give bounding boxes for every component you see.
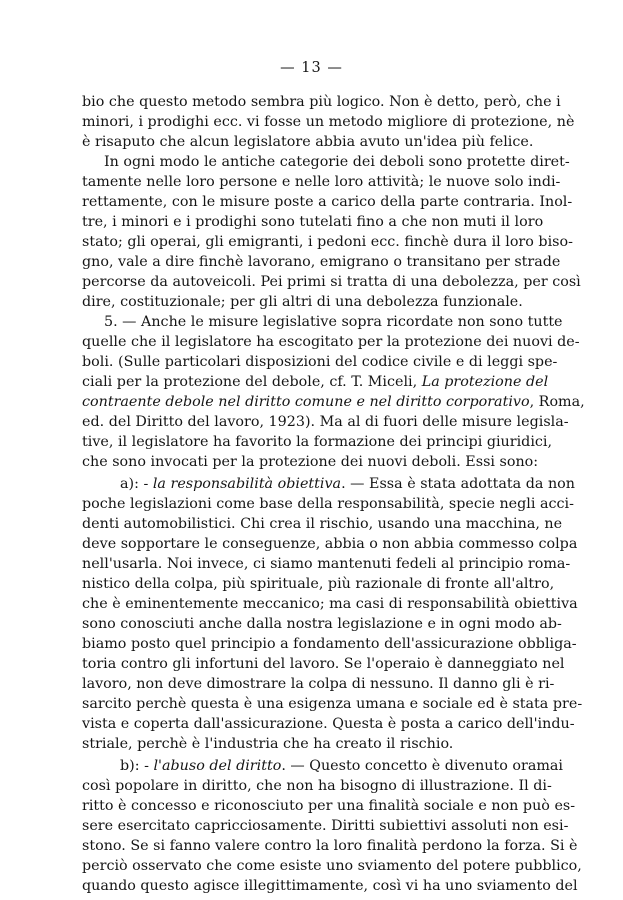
text-line: vista e coperta dall'assicurazione. Questa è posta a carico dell'indu- [82, 716, 575, 732]
text-span: ciali per la protezione del debole, cf. T. Miceli, [82, 374, 422, 390]
list-marker: b): - [120, 758, 154, 774]
text-line: ed. del Diritto del lavoro, 1923). Ma al di fuori delle misure legisla- [82, 414, 569, 430]
text-line: denti automobilistici. Chi crea il rischio, usando una macchina, ne [82, 516, 563, 532]
text-line: quelle che il legislatore ha escogitato per la protezione dei nuovi de- [82, 334, 580, 350]
text-line: sarcito perchè questa è una esigenza umana e sociale ed è stata pre- [82, 696, 583, 712]
text-line: minori, i prodighi ecc. vi fosse un metodo migliore di protezione, nè [82, 114, 575, 130]
text-line: così popolare in diritto, che non ha bisogno di illustrazione. Il di- [82, 778, 552, 794]
text-line: nell'usarla. Noi invece, ci siamo mantenuti fedeli al principio roma- [82, 556, 571, 572]
list-marker: a): - [120, 476, 153, 492]
text-line: quando questo agisce illegittimamente, così vi ha uno sviamento del [82, 878, 578, 894]
text-line: sono conosciuti anche dalla nostra legislazione e in ogni modo ab- [82, 616, 562, 632]
text-line: stono. Se si fanno valere contro la loro finalità perdono la forza. Si è [82, 838, 578, 854]
text-line: 5. — Anche le misure legislative sopra ricordate non sono tutte [104, 314, 563, 330]
text-span: . — Essa è stata adottata da non [341, 476, 575, 492]
text-line: boli. (Sulle particolari disposizioni del codice civile e di leggi spe- [82, 354, 558, 370]
text-line: tre, i minori e i prodighi sono tutelati fino a che non muti il loro [82, 214, 544, 230]
text-line: ritto è concesso e riconosciuto per una finalità sociale e non può es- [82, 798, 576, 814]
text-line: nistico della colpa, più spirituale, più razionale di fronte all'altro, [82, 576, 555, 592]
text-line: perciò osservato che come esiste uno sviamento del potere pubblico, [82, 858, 582, 874]
text-line: tamente nelle loro persone e nelle loro attività; le nuove solo indi- [82, 174, 561, 190]
text-line: che è eminentemente meccanico; ma casi di responsabilità obiettiva [82, 596, 578, 612]
text-line: deve sopportare le conseguenze, abbia o non abbia commesso colpa [82, 536, 578, 552]
page-number: — 13 — [280, 60, 343, 76]
text-line: rettamente, con le misure poste a carico della parte contraria. Inol- [82, 194, 573, 210]
text-line: striale, perchè è l'industria che ha creato il rischio. [82, 736, 454, 752]
section-heading: la responsabilità obiettiva [152, 476, 342, 492]
text-line [82, 373, 549, 392]
citation-title: contraente debole nel diritto comune e nel diritto corporativo [82, 394, 530, 410]
text-line: bio che questo metodo sembra più logico. Non è detto, però, che i [82, 94, 561, 110]
text-line: è risaputo che alcun legislatore abbia avuto un'idea più felice. [82, 134, 534, 150]
text-line: biamo posto quel principio a fondamento dell'assicurazione obbliga- [82, 636, 577, 652]
citation-title: La protezione del [421, 374, 549, 390]
text-line: percorse da autoveicoli. Pei primi si tratta di una debolezza, per così [82, 274, 581, 290]
text-line: sere esercitato capricciosamente. Diritti subiettivi assoluti non esi- [82, 818, 569, 834]
text-line: che sono invocati per la protezione dei nuovi deboli. Essi sono: [82, 454, 539, 470]
text-line: dire, costituzionale; per gli altri di una debolezza funzionale. [82, 294, 523, 310]
text-line: stato; gli operai, gli emigranti, i pedoni ecc. finchè dura il loro biso- [82, 234, 573, 250]
text-line: In ogni modo le antiche categorie dei deboli sono protette diret- [104, 154, 570, 170]
text-span: , Roma, [529, 394, 585, 410]
text-line: gno, vale a dire finchè lavorano, emigrano o transitano per strade [82, 254, 561, 270]
text-span: . — Questo concetto è divenuto oramai [281, 758, 563, 774]
text-line: lavoro, non deve dimostrare la colpa di nessuno. Il danno gli è ri- [82, 676, 555, 692]
section-heading: l'abuso del diritto [153, 758, 282, 774]
text-line: poche legislazioni come base della responsabilità, specie negli acci- [82, 496, 574, 512]
text-line: tive, il legislatore ha favorito la formazione dei principi giuridici, [82, 434, 553, 450]
text-line [120, 475, 575, 494]
text-line [120, 757, 563, 776]
text-line: toria contro gli infortuni del lavoro. Se l'operaio è danneggiato nel [82, 656, 565, 672]
text-line [82, 393, 585, 412]
